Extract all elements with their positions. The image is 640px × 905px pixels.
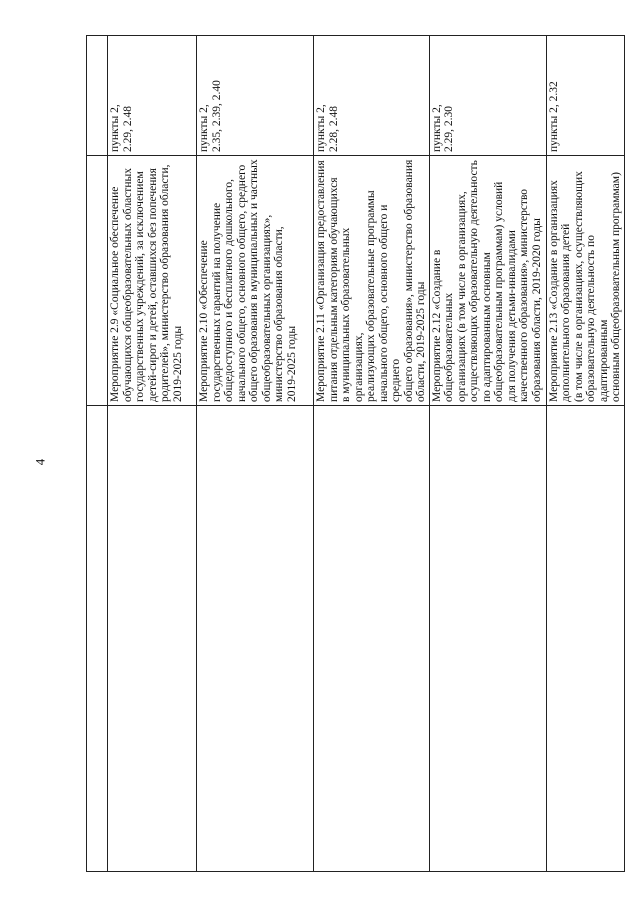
refs-cell (87, 36, 108, 156)
refs-cell: пункты 2, 2.29, 2.30 (429, 36, 546, 156)
table-row (429, 36, 546, 872)
empty-cell (429, 406, 546, 872)
measure-cell: Мероприятие 2.12 «Создание в общеобразовательных организациях (в том числе в организациях, осуществляющих образовательную деятельность по адаптированным основным общеобразовательным программам) условий для получения детьми-инвалидами качественного образования», министерство образования области, 2019-2020 годы (429, 156, 546, 406)
refs-cell: пункты 2, 2.32 (546, 36, 624, 156)
empty-cell (87, 406, 108, 872)
document-table-region (86, 36, 622, 872)
refs-cell: пункты 2, 2.35, 2.39, 2.40 (197, 36, 314, 156)
page-number: 4 (32, 458, 48, 466)
empty-cell (546, 406, 624, 872)
measures-table (86, 35, 625, 872)
table-row (108, 36, 197, 872)
measure-cell: Мероприятие 2.9 «Социальное обеспечение обучающихся общеобразовательных областных государственных учреждений, за исключением детей-сирот и детей, оставшихся без попечения родителей», министерство образования области, 2019-2025 годы (108, 156, 197, 406)
measure-cell (87, 156, 108, 406)
rotated-table-container (86, 36, 622, 872)
measure-cell: Мероприятие 2.11 «Организация предоставления питания отдельным категориям обучающихся в муниципальных образовательных организациях, реализующих образовательные программы начального общего, основного общего и среднего общего образования», министерство образования области, 2019-2025 годы (314, 156, 430, 406)
measure-cell: Мероприятие 2.13 «Создание в организациях дополнительного образования детей (в том числе в организациях, осуществляющих образовательную деятельность по адаптированным основным общеобразовательным программам) (546, 156, 624, 406)
empty-cell (197, 406, 314, 872)
table-row (314, 36, 430, 872)
table-row (546, 36, 624, 872)
measure-cell: Мероприятие 2.10 «Обеспечение государственных гарантий на получение общедоступного и бесплатного дошкольного, начального общего, основного общего, среднего общего образования в муниципальных и частных общеобразовательных организациях», министерство образования области, 2019-2025 годы (197, 156, 314, 406)
refs-cell: пункты 2, 2.29, 2.48 (108, 36, 197, 156)
table-row (87, 36, 108, 872)
empty-cell (108, 406, 197, 872)
table-row (197, 36, 314, 872)
refs-cell: пункты 2, 2.28, 2.48 (314, 36, 430, 156)
empty-cell (314, 406, 430, 872)
